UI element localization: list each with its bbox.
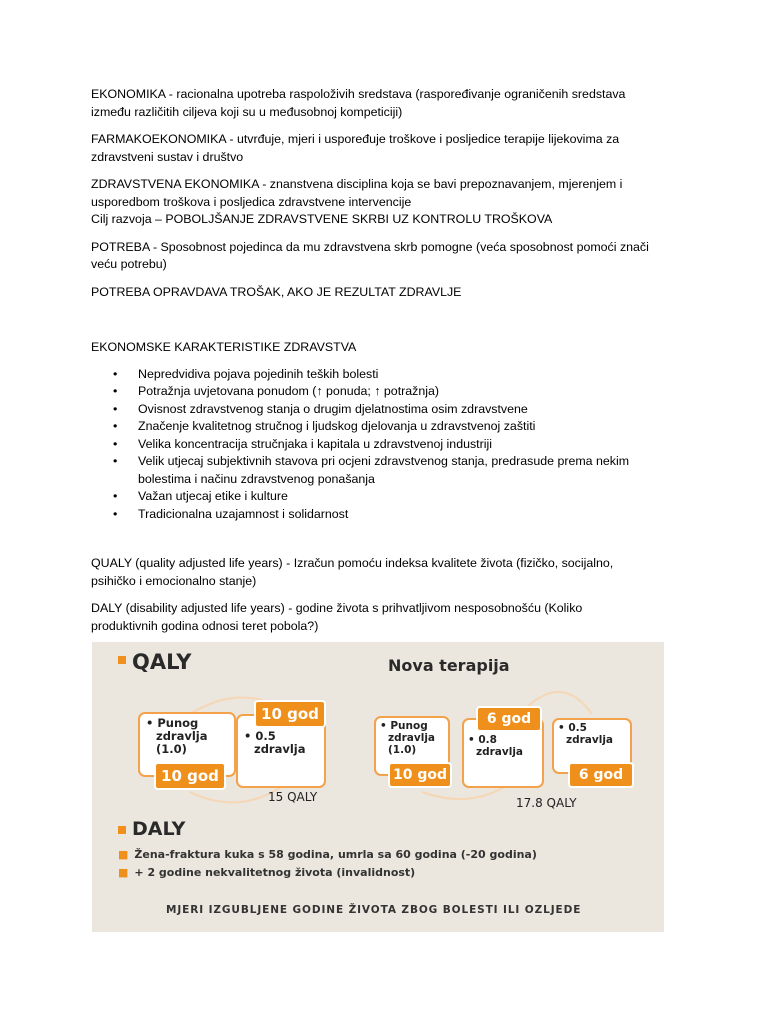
text-line: EKONOMIKA - racionalna upotreba raspoloživih sredstava (raspoređivanje ograničenih sredstava bbox=[91, 87, 626, 101]
list-item bbox=[91, 366, 676, 384]
right-full-health-box: • Punog zdravlja (1.0) bbox=[374, 716, 450, 776]
list-item bbox=[91, 506, 676, 524]
list-item-text: Velik utjecaj subjektivnih stavova pri ocjeni zdravstvenog stanja, predrasude prema nekim bbox=[138, 454, 630, 468]
list-item-text: Značenje kvalitetnog stručnog i ljudskog djelovanja u zdravstvenoj zaštiti bbox=[138, 419, 536, 433]
daly-line-1: ■ Žena-fraktura kuka s 58 godina, umrla sa 60 godina (-20 godina) bbox=[118, 848, 537, 861]
bullet-icon: • bbox=[113, 454, 118, 468]
text-line: veću potrebu) bbox=[91, 257, 167, 271]
bullet-icon: • bbox=[113, 489, 118, 503]
left-tag-10-god-a: 10 god bbox=[154, 762, 226, 790]
right-08-health-box: • 0.8 zdravlja bbox=[462, 718, 544, 788]
list-item-text: bolestima i načinu zdravstvenog ponašanja bbox=[138, 471, 375, 486]
text-line: produktivnih godina odnosi teret pobola?) bbox=[91, 618, 319, 633]
left-tag-10-god-b: 10 god bbox=[254, 700, 326, 728]
list-item-text: Nepredvidiva pojava pojedinih teških bolesti bbox=[138, 366, 379, 381]
bullet-icon: • bbox=[113, 506, 118, 521]
daly-square-icon bbox=[118, 826, 126, 834]
square-bullet-icon: ■ bbox=[118, 848, 129, 861]
text-line: između različitih ciljeva koji su u međusobnoj kompeticiji) bbox=[91, 104, 403, 119]
definition-paragraph bbox=[91, 176, 676, 229]
text-line: zdravstveni sustav i društvo bbox=[91, 149, 244, 164]
characteristics-list bbox=[91, 366, 676, 524]
list-item bbox=[91, 383, 676, 401]
definition-paragraph bbox=[91, 239, 676, 274]
nova-terapija-title: Nova terapija bbox=[388, 656, 510, 675]
definition-paragraph bbox=[91, 284, 676, 302]
qaly-daly-infographic bbox=[92, 642, 664, 932]
text-line: POTREBA - Sposobnost pojedinca da mu zdravstvena skrb pomogne (veća sposobnost pomoći znači bbox=[91, 239, 649, 254]
text-line: psihičko i emocionalno stanje) bbox=[91, 573, 257, 588]
metric-paragraph bbox=[91, 600, 676, 635]
bullet-icon: • bbox=[113, 366, 118, 381]
document-body bbox=[91, 86, 676, 645]
bullet-icon: • bbox=[113, 419, 118, 433]
text-line: FARMAKOEKONOMIKA - utvrđuje, mjeri i uspoređuje troškove i posljedice terapije lijekovima za bbox=[91, 132, 620, 146]
bullet-icon: • bbox=[113, 401, 118, 416]
text-line: POTREBA OPRAVDAVA TROŠAK, AKO JE REZULTAT ZDRAVLJE bbox=[91, 284, 462, 299]
qaly-daly-paragraphs bbox=[91, 555, 676, 635]
text-line: DALY (disability adjusted life years) - godine života s prihvatljivom nesposobnošću (Koliko bbox=[91, 601, 583, 615]
daly-line-2: ■ + 2 godine nekvalitetnog života (invalidnost) bbox=[118, 866, 416, 879]
left-half-health-box: • 0.5 zdravlja bbox=[236, 714, 326, 788]
text-line: ZDRAVSTVENA EKONOMIKA - znanstvena disciplina koja se bavi prepoznavanjem, mjerenjem i bbox=[91, 177, 623, 191]
list-item-text: Važan utjecaj etike i kulture bbox=[138, 489, 288, 503]
daly-title: DALY bbox=[132, 818, 186, 840]
bullet-icon: • bbox=[113, 436, 118, 451]
text-line: Cilj razvoja – POBOLJŠANJE ZDRAVSTVENE SKRBI UZ KONTROLU TROŠKOVA bbox=[91, 212, 553, 226]
daly-footer: MJERI IZGUBLJENE GODINE ŽIVOTA ZBOG BOLESTI ILI OZLJEDE bbox=[166, 904, 582, 916]
definition-paragraph bbox=[91, 86, 676, 121]
list-item bbox=[91, 418, 676, 436]
list-item-text: Potražnja uvjetovana ponudom (↑ ponuda; ↑ potražnja) bbox=[138, 384, 440, 398]
list-item bbox=[91, 436, 676, 454]
qaly-title: QALY bbox=[132, 650, 192, 674]
list-item-text: Tradicionalna uzajamnost i solidarnost bbox=[138, 506, 349, 521]
right-tag-6-god-a: 6 god bbox=[476, 706, 542, 732]
definition-paragraph bbox=[91, 131, 676, 166]
text-line: usporedbom troškova i posljedica zdravstvene intervencije bbox=[91, 194, 412, 209]
left-total-qaly: 15 QALY bbox=[268, 790, 318, 804]
list-item-text: Ovisnost zdravstvenog stanja o drugim djelatnostima osim zdravstvene bbox=[138, 401, 528, 416]
right-05-health-box: • 0.5 zdravlja bbox=[552, 718, 632, 774]
list-item bbox=[91, 401, 676, 419]
right-total-qaly: 17.8 QALY bbox=[516, 796, 577, 810]
text-line: QUALY (quality adjusted life years) - Izračun pomoću indeksa kvalitete života (fizičko, socijalno, bbox=[91, 556, 614, 570]
right-tag-6-god-b: 6 god bbox=[568, 762, 634, 788]
list-item bbox=[91, 488, 676, 506]
definition-paragraphs bbox=[91, 86, 676, 301]
left-full-health-box: • Punog zdravlja (1.0) bbox=[138, 712, 236, 777]
list-item bbox=[91, 453, 676, 488]
metric-paragraph bbox=[91, 555, 676, 590]
right-tag-10-god: 10 god bbox=[388, 762, 452, 788]
list-item-text: Velika koncentracija stručnjaka i kapitala u zdravstvenoj industriji bbox=[138, 436, 492, 451]
square-bullet-icon: ■ bbox=[118, 866, 129, 879]
bullet-icon: • bbox=[113, 384, 118, 398]
section-heading: EKONOMSKE KARAKTERISTIKE ZDRAVSTVA bbox=[91, 340, 357, 354]
